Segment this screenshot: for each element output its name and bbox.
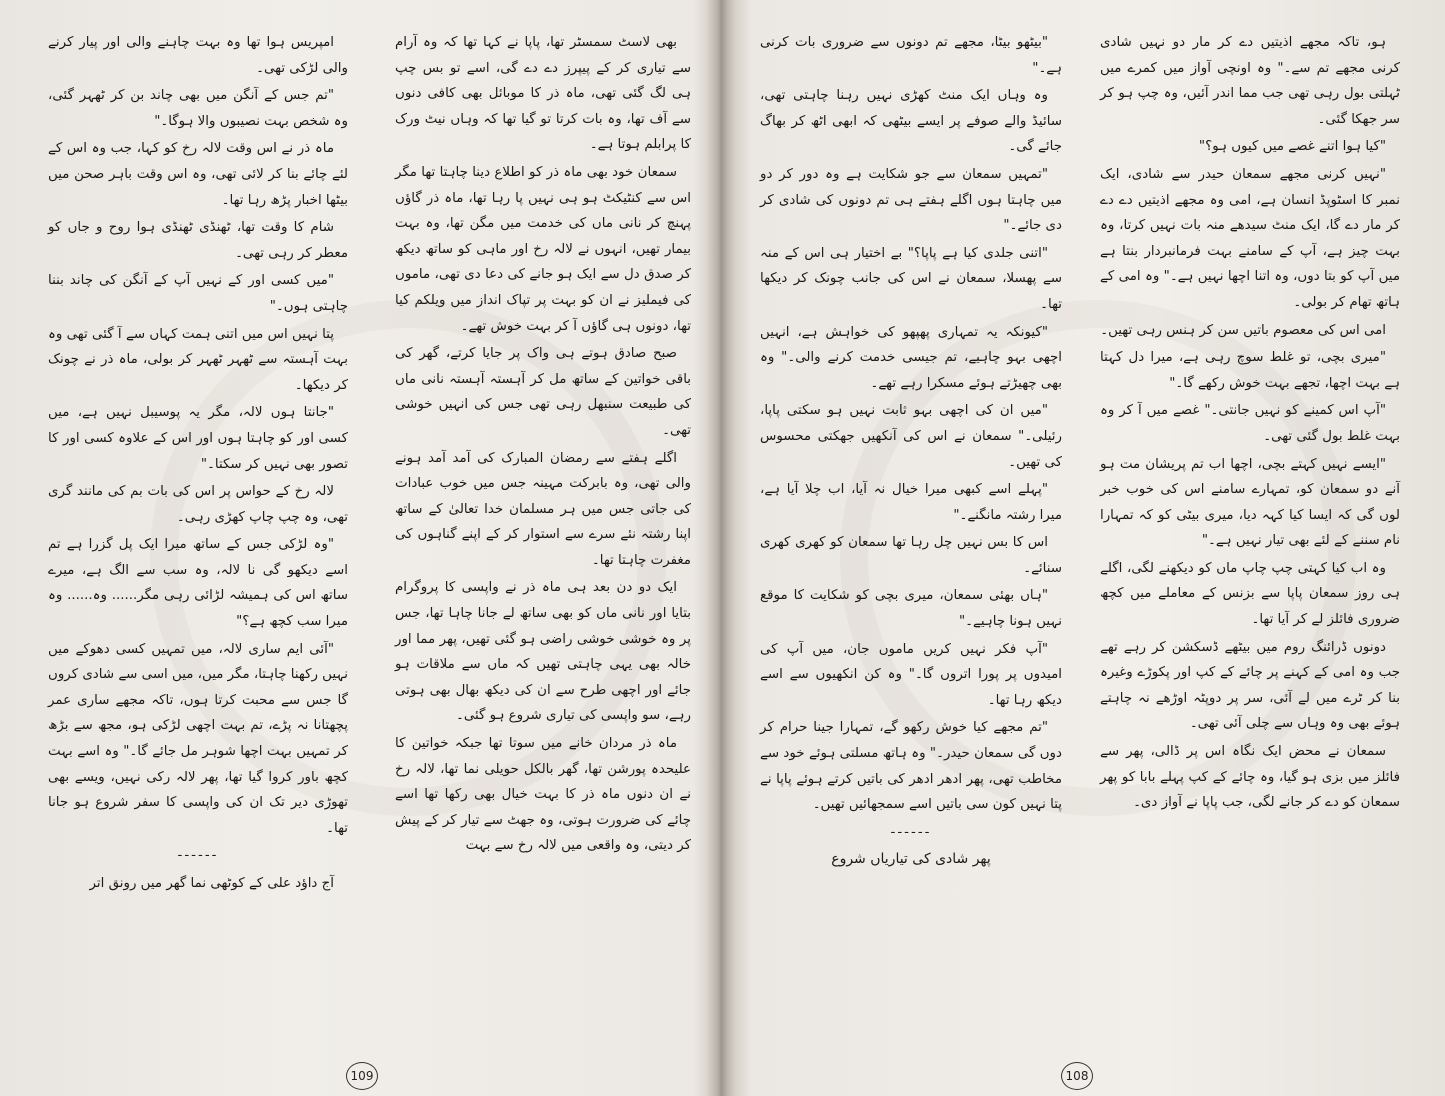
paragraph: اس کا بس نہیں چل رہا تھا سمعان کو کھری کھری سنائے۔ — [760, 535, 1062, 576]
paragraph: "آپ اس کمینے کو نہیں جانتی۔" غصے میں آ کر وہ بہت غلط بول گئی تھی۔ — [1100, 403, 1400, 444]
paragraph: امپریس ہوا تھا وہ بہت چاہنے والی اور پیار کرنے والی لڑکی تھی۔ — [48, 35, 348, 76]
paragraph: "پہلے اسے کبھی میرا خیال نہ آیا، اب چلا آیا ہے، میرا رشتہ مانگنے۔" — [760, 482, 1062, 523]
paragraph: پتا نہیں اس میں اتنی ہمت کہاں سے آ گئی تھی وہ بہت آہستہ سے ٹھہر ٹھہر کر بولی، ماہ ذر نے چونک کر دیکھا۔ — [48, 326, 348, 393]
paragraph: "آپ فکر نہیں کریں ماموں جان، میں آپ کی امیدوں پر پورا اتروں گا۔" وہ کن انکھیوں سے اسے دیکھ رہا تھا۔ — [760, 641, 1062, 708]
paragraph: "میری بچی، تو غلط سوچ رہی ہے، میرا دل کہتا ہے بہت اچھا، تجھے بہت خوش رکھے گا۔" — [1100, 350, 1400, 391]
paragraph: لالہ رخ کے حواس پر اس کی بات بم کی مانند گری تھی، وہ چپ چاپ کھڑی رہی۔ — [48, 484, 348, 525]
paragraph: وہ اب کیا کہتی چپ چاپ ماں کو دیکھنے لگی، اگلے ہی روز سمعان پاپا سے بزنس کے معاملے میں کچھ ضروری فائلز لے کر آیا تھا۔ — [1100, 560, 1400, 628]
section-heading: پھر شادی کی تیاریاں شروع — [831, 851, 991, 868]
page-left — [0, 0, 720, 1096]
paragraph: آج داؤد علی کے کوٹھی نما گھر میں رونق اتر — [89, 876, 334, 891]
paragraph: "تم جس کے آنگن میں بھی چاند بن کر ٹھہر گئی، وہ شخص بہت نصیبوں والا ہوگا۔" — [48, 88, 348, 129]
paragraph: "جانتا ہوں لالہ، مگر یہ پوسیبل نہیں ہے، میں کسی اور کو چاہتا ہوں اور اس کے علاوہ کسی اور کا تصور بھی نہیں کر سکتا۔" — [48, 405, 348, 472]
paragraph: ماہ ذر مردان خانے میں سوتا تھا جبکہ خواتین کا علیحدہ پورشن تھا، گھر بالکل حویلی نما تھا، لالہ رخ نے ان دنوں ماہ ذر کا بہت خیال بھی رکھا تھا اسے چائے کی ضرورت ہوتی، وہ جھٹ سے تیار کر کے پیش کر دیتی، وہ واقعی میں لالہ رخ سے بہت — [395, 736, 691, 854]
paragraph: "تمہیں سمعان سے جو شکایت ہے وہ دور کر دو میں چاہتا ہوں اگلے ہفتے ہی تم دونوں کی شادی کر دی جائے۔" — [760, 166, 1062, 234]
paragraph: صبح صادق ہوتے ہی واک پر جایا کرتے، گھر کی باقی خواتین کے ساتھ مل کر آہستہ آہستہ نانی ماں کی طبیعت سنبھل رہی تھی جس کی انہیں خوشی تھی۔ — [395, 346, 691, 438]
paragraph: دونوں ڈرائنگ روم میں بیٹھے ڈسکشن کر رہے تھے جب وہ امی کے کہنے پر چائے کے کپ اور پکوڑے وغیرہ بنا کر ٹرے میں لے آئی، سر پر دوپٹہ اوڑھے نہ چاہتے ہوئے بھی وہ وہاں سے چلی آئی تھی۔ — [1100, 639, 1400, 732]
paragraph: اگلے ہفتے سے رمضان المبارک کی آمد آمد ہونے والی تھی، وہ بابرکت مہینہ جس میں خوب عبادات کی جاتی جس میں ہر مسلمان خدا تعالیٰ کے ساتھ اپنا رشتہ نئے سرے سے استوار کر کے اپنے گناہوں کی مغفرت چاہتا تھا۔ — [395, 450, 691, 568]
paragraph: سمعان خود بھی ماہ ذر کو اطلاع دینا چاہتا تھا مگر اس سے کنٹیکٹ ہو ہی نہیں پا رہا تھا، ماہ ذر گاؤں پہنچ کر نانی ماں کی خدمت میں مگن تھا، وہ بہت بیمار تھیں، انہوں نے لالہ رخ اور ماہی کو ساتھ دیکھ کر صدق دل سے ایک ہو جانے کی دعا دی تھی، ماموں کی فیملیز نے ان کو بہت پر تپاک انداز میں ویلکم کیا تھا، دونوں ہی گاؤں آ کر بہت خوش تھے۔ — [395, 164, 691, 334]
paragraph: "میں کسی اور کے نہیں آپ کے آنگن کی چاند بننا چاہتی ہوں۔" — [48, 273, 348, 314]
paragraph: شام کا وقت تھا، ٹھنڈی ٹھنڈی ہوا روح و جاں کو معطر کر رہی تھی۔ — [48, 220, 348, 261]
left-page-column-2 — [48, 30, 348, 899]
paragraph: بھی لاسٹ سمسٹر تھا، پاپا نے کہا تھا کہ وہ آرام سے تیاری کر کے پیپرز دے دے گی، اسے تو بس چپ ہی لگ گئی تھی، ماہ ذر کا موبائل بھی کافی دنوں سے آف تھا، وہ بات کرتا تو گیا تھا کہ وہاں نیٹ ورک کا پرابلم ہوتا ہے۔ — [395, 35, 691, 153]
page-number: 109 — [346, 1062, 378, 1090]
page-right — [722, 0, 1445, 1096]
right-page-column-1 — [1100, 30, 1400, 818]
paragraph: امی اس کی معصوم باتیں سن کر ہنس رہی تھیں۔ — [1100, 322, 1386, 338]
paragraph: "آئی ایم ساری لالہ، میں تمہیں کسی دھوکے میں نہیں رکھنا چاہتا، مگر میں، میں اسی سے شادی کروں گا جس سے محبت کرتا ہوں، تاکہ مجھے ساری عمر پچھتانا نہ پڑے، تم بہت اچھی لڑکی ہو، مجھ سے بڑھ کر تمہیں بہت اچھا شوہر مل جائے گا۔" وہ اسے بہت کچھ باور کروا گیا تھا، پھر لالہ رکی نہیں، ویسے بھی تھوڑی دیر تک ان کی واپسی کا سفر شروع ہو جانا تھا۔ — [48, 641, 348, 836]
page-number: 108 — [1061, 1062, 1093, 1090]
section-separator: ------ — [890, 824, 932, 840]
paragraph: "کیونکہ یہ تمہاری پھپھو کی خواہش ہے، انہیں اچھی بہو چاہیے، تم جیسی خدمت کرنے والی۔" وہ بھی چھیڑتے ہوئے مسکرا رہے تھے۔ — [760, 324, 1062, 391]
paragraph: ماہ ذر نے اس وقت لالہ رخ کو کہا، جب وہ اس کے لئے چائے بنا کر لائی تھی، وہ اس وقت باہر صحن میں بیٹھا اخبار پڑھ رہا تھا۔ — [48, 141, 348, 208]
paragraph: "نہیں کرنی مجھے سمعان حیدر سے شادی، ایک نمبر کا اسٹوپڈ انسان ہے، امی وہ مجھے اذیتیں دے دے کر مار دے گا، ایک منٹ سیدھے منہ بات نہیں کرتا، وہ بہت چیز ہے، آپ کے سامنے بہت فرمانبردار بنتا ہے میں آپ کو بتا دوں، وہ اتنا اچھا نہیں ہے۔" وہ امی کے ہاتھ تھام کر بولی۔ — [1100, 166, 1400, 310]
paragraph: ہو، تاکہ مجھے اذیتیں دے کر مار دو نہیں شادی کرنی مجھے تم سے۔" وہ اونچی آواز میں کمرے میں ٹہلتی بول رہی تھی جب مما اندر آئیں، وہ چپ ہو کر سر جھکا گئی۔ — [1100, 35, 1400, 127]
paragraph: "تم مجھے کیا خوش رکھو گے، تمہارا جینا حرام کر دوں گی سمعان حیدر۔" وہ ہاتھ مسلتی ہوئے خود سے مخاطب تھی، پھر ادھر ادھر کی باتیں کرتے ہوئے پاپا نے پتا نہیں کون سی باتیں اسے سمجھائیں تھیں۔ — [760, 720, 1062, 813]
paragraph: سمعان نے محض ایک نگاہ اس پر ڈالی، پھر سے فائلز میں بزی ہو گیا، وہ چائے کے کپ پہلے بابا کو پھر سمعان کو دے کر جانے لگی، جب پاپا نے آواز دی۔ — [1100, 744, 1400, 811]
section-separator: ------ — [177, 848, 219, 864]
paragraph: "میں ان کی اچھی بہو ثابت نہیں ہو سکتی پاپا، رئیلی۔" سمعان نے اس کی آنکھیں جھکتی محسوس کی تھیں۔ — [760, 403, 1062, 470]
right-page-column-2 — [760, 30, 1062, 875]
paragraph: وہ وہاں ایک منٹ کھڑی نہیں رہنا چاہتی تھی، سائیڈ والے صوفے پر ایسے بیٹھی کہ ابھی اٹھ کر بھاگ جائے گی۔ — [760, 88, 1062, 155]
paragraph: "وہ لڑکی جس کے ساتھ میرا ایک پل گزرا ہے تم اسے دیکھو گی نا لالہ، وہ سب سے الگ ہے، میرے ساتھ اس کی ہمیشہ لڑائی رہی مگر...... وہ...... وہ میرا سب کچھ ہے؟" — [48, 537, 348, 630]
paragraph: "بیٹھو بیٹا، مجھے تم دونوں سے ضروری بات کرنی ہے۔" — [760, 35, 1062, 76]
paragraph: "ایسے نہیں کہتے بچی، اچھا اب تم پریشان مت ہو آنے دو سمعان کو، تمہارے سامنے اس کی خوب خبر لوں گی کہ ایسا کیا کہہ دیا، میری بیٹی کو کہ تمہارا نام سننے کے لئے بھی تیار نہیں ہے۔" — [1100, 456, 1400, 549]
paragraph: "ہاں بھئی سمعان، میری بچی کو شکایت کا موقع نہیں ہونا چاہیے۔" — [760, 588, 1062, 630]
paragraph: ایک دو دن بعد ہی ماہ ذر نے واپسی کا پروگرام بتایا اور نانی ماں کو بھی ساتھ لے جانا چاہا تھا، جس پر وہ خوشی خوشی راضی ہو گئی تھیں، پھر مما اور خالہ بھی یہی چاہتی تھیں کہ ماں سے ملاقات ہو جائے اور اچھی طرح سے ان کی دیکھ بھال بھی ہوتی رہے، سو واپسی کی تیاری شروع ہو گئی۔ — [395, 580, 691, 724]
paragraph: "کیا ہوا اتنے غصے میں کیوں ہو؟" — [1198, 139, 1386, 155]
paragraph: "اتنی جلدی کیا ہے پاپا؟" بے اختیار ہی اس کے منہ سے پھسلا، سمعان نے اس کی جانب چونک کر دیکھا تھا۔ — [760, 245, 1062, 312]
left-page-column-1 — [395, 30, 691, 861]
